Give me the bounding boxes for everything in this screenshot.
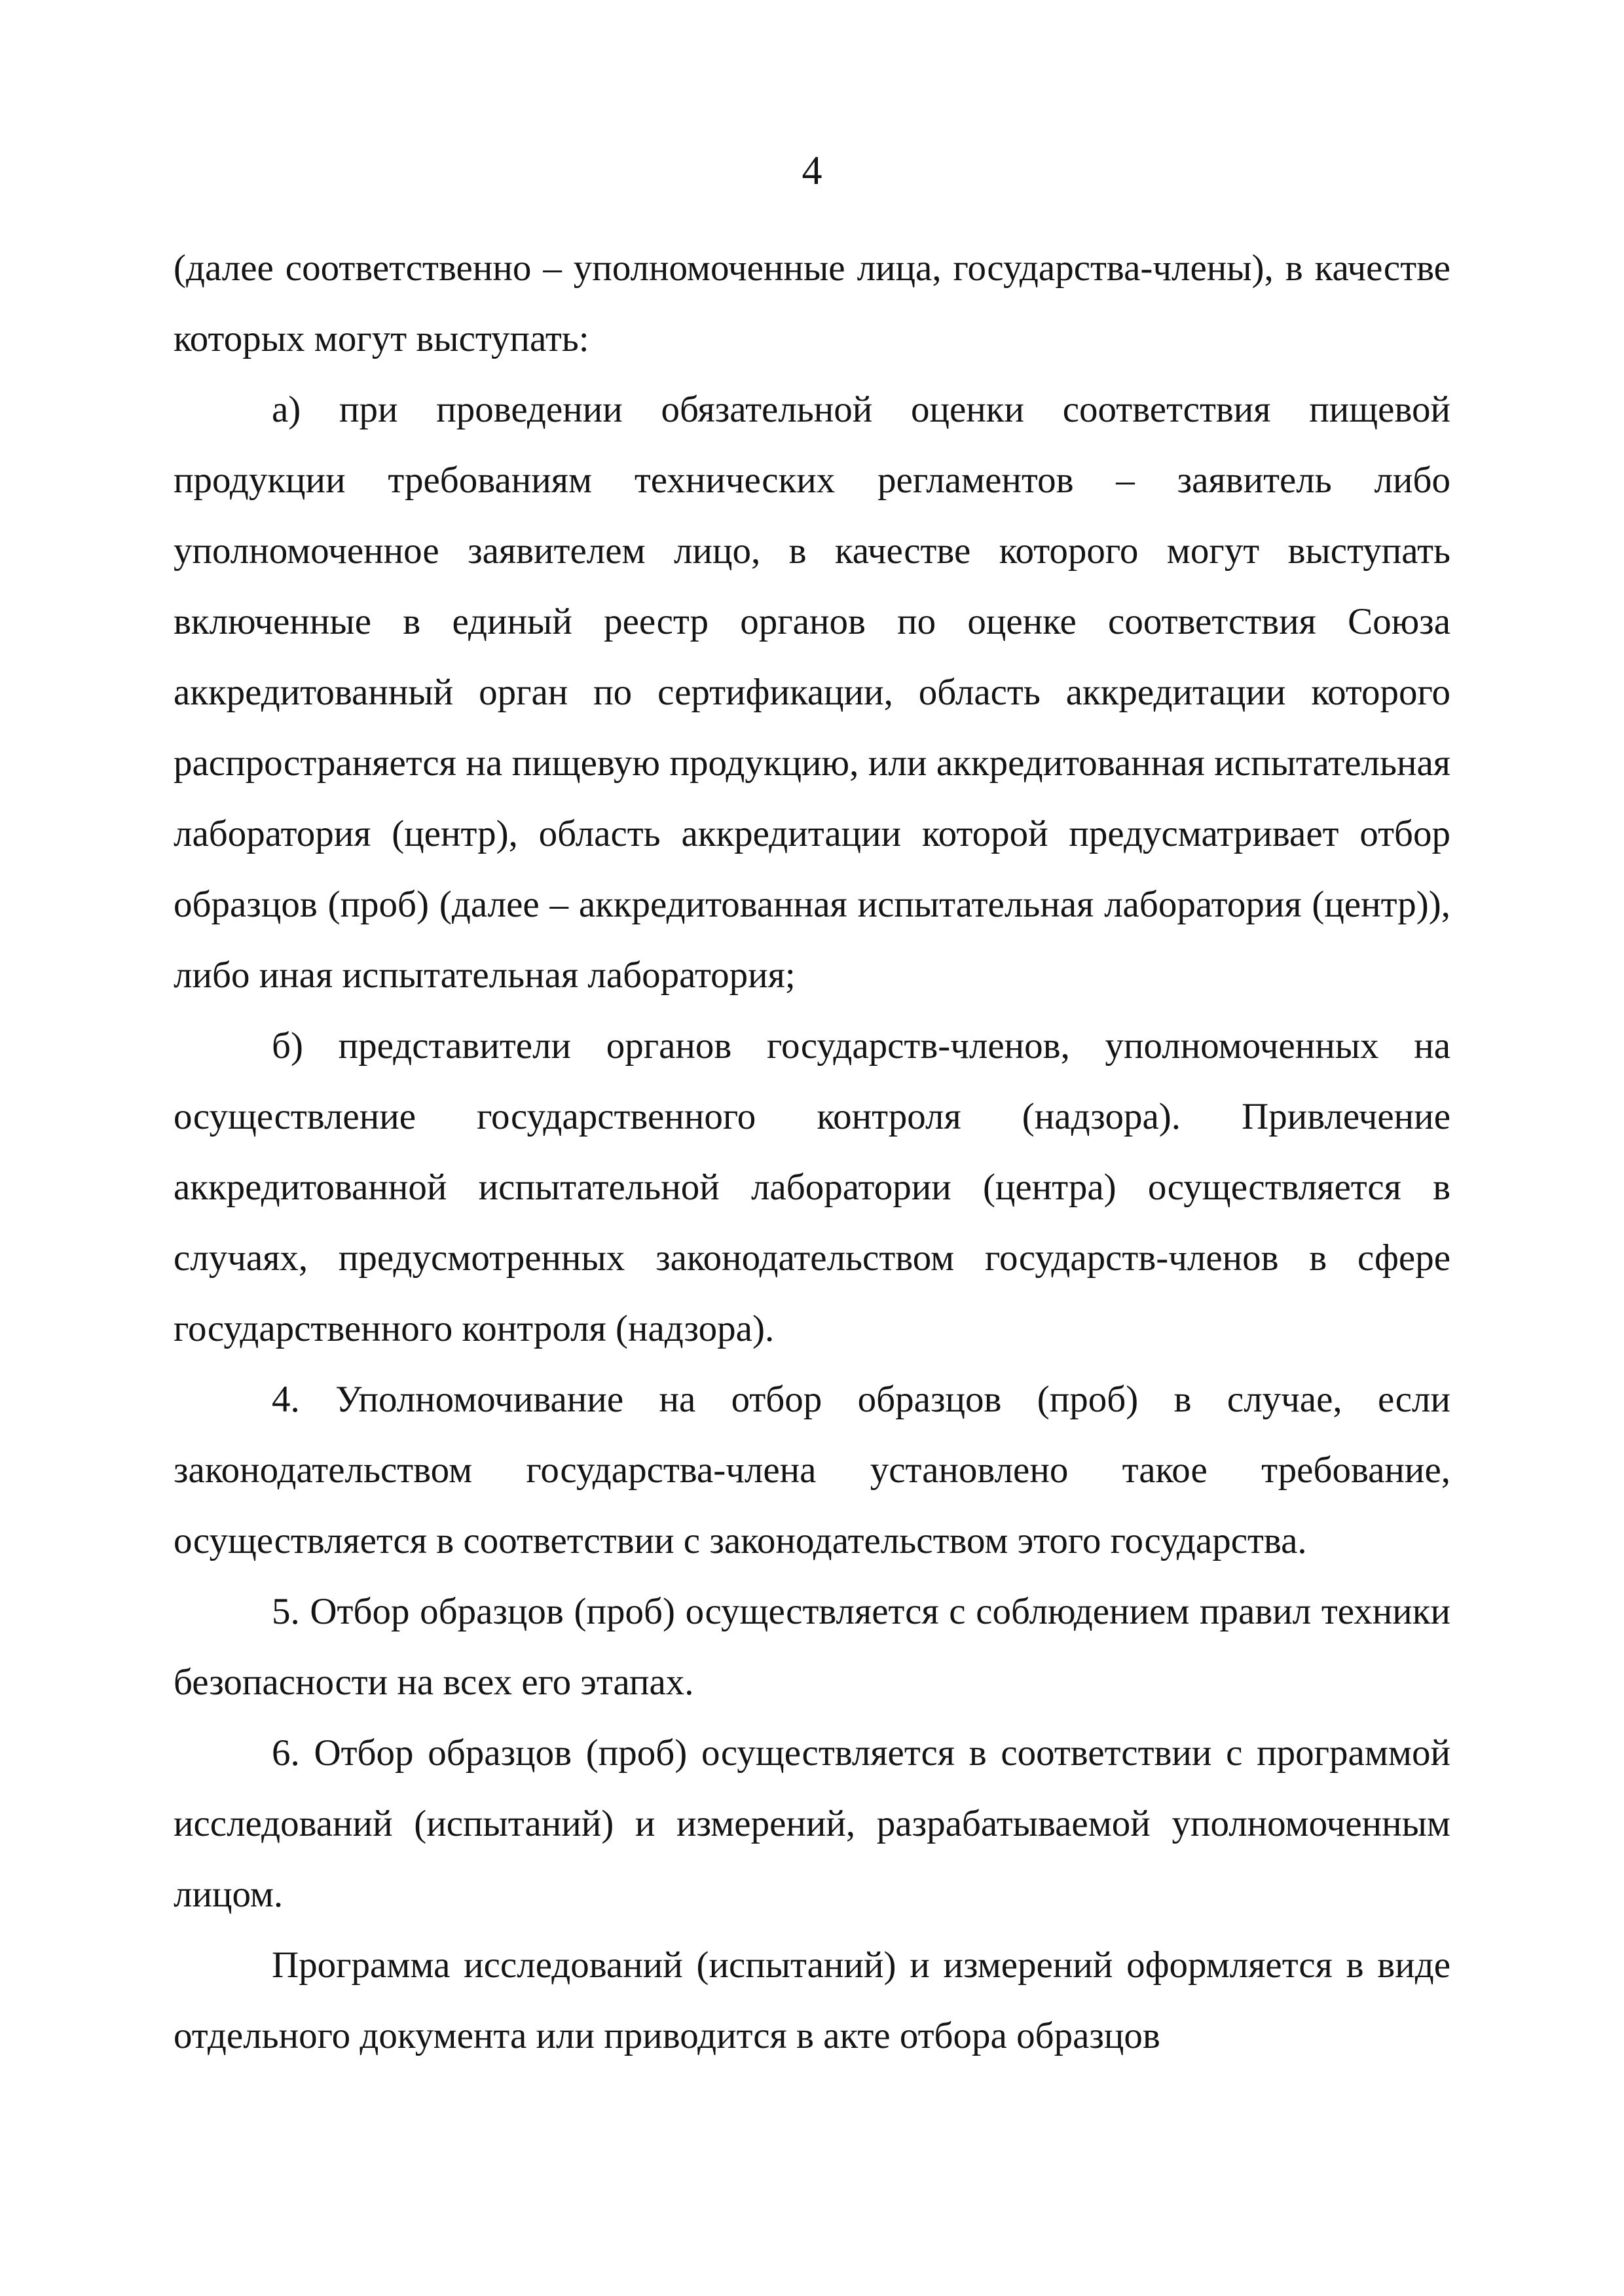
page-number: 4 [802, 149, 822, 193]
paragraph-item-a: а) при проведении обязательной оценки соответствия пищевой продукции требованиям технических регламентов – заявитель либо уполномоченное заявителем лицо, в качестве которого могут выступать включенные в единый реестр органов по оценке соответствия Союза аккредитованный орган по сертификации, область аккредитации которого распространяется на пищевую продукцию, или аккредитованная испытательная лаборатория (центр), область аккредитации которой предусматривает отбор образцов (проб) (далее – аккредитованная испытательная лаборатория (центр)), либо иная испытательная лаборатория; [174, 389, 1450, 996]
paragraph-clause-4: 4. Уполномочивание на отбор образцов (проб) в случае, если законодательством государства-члена установлено такое требование, осуществляется в соответствии с законодательством этого государства. [174, 1379, 1450, 1561]
paragraph-clause-5: 5. Отбор образцов (проб) осуществляется с соблюдением правил техники безопасности на всех его этапах. [174, 1591, 1450, 1703]
paragraph-clause-6: 6. Отбор образцов (проб) осуществляется в соответствии с программой исследований (испытаний) и измерений, разрабатываемой уполномоченным лицом. [174, 1732, 1450, 1915]
paragraph-item-b: б) представители органов государств-членов, уполномоченных на осуществление государственного контроля (надзора). Привлечение аккредитованной испытательной лаборатории (центра) осуществляется в случаях, предусмотренных законодательством государств-членов в сфере государственного контроля (надзора). [174, 1025, 1450, 1349]
document-body [174, 233, 1450, 2071]
paragraph-continuation: (далее соответственно – уполномоченные лица, государства-члены), в качестве которых могут выступать: [174, 247, 1450, 359]
paragraph-program: Программа исследований (испытаний) и измерений оформляется в виде отдельного документа или приводится в акте отбора образцов [174, 1944, 1450, 2056]
